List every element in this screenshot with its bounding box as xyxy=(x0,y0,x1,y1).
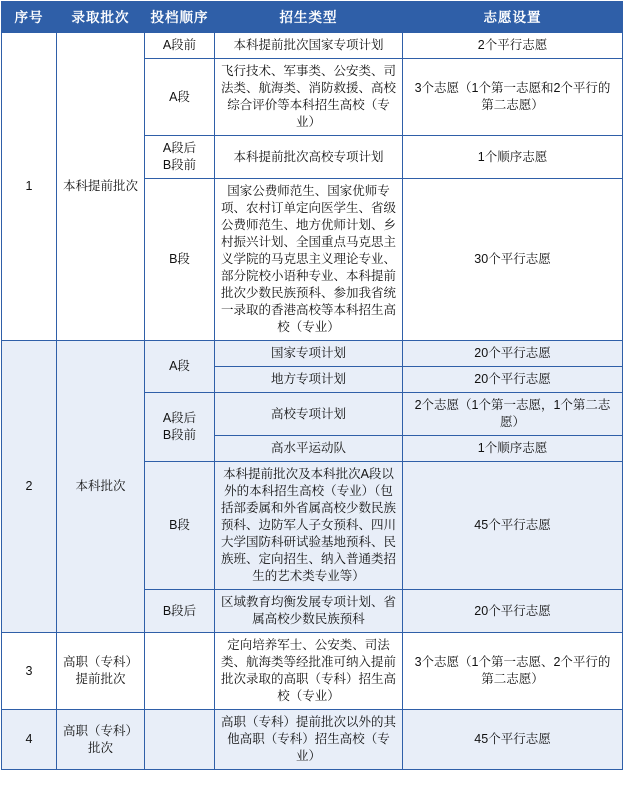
cell-segment: B段 xyxy=(145,462,215,590)
header-seq: 序号 xyxy=(2,2,57,33)
cell-type: 国家公费师范生、国家优师专项、农村订单定向医学生、省级公费师范生、地方优师计划、乡村振兴计划、全国重点马克思主义学院的马克思主义理论专业、部分院校小语种专业、本科提前批次少数民族预科、参加我省统一录取的香港高校等本科招生高校（专业） xyxy=(215,179,403,341)
cell-seq: 3 xyxy=(2,633,57,710)
cell-type: 定向培养军士、公安类、司法类、航海类等经批准可纳入提前批次录取的高职（专科）招生高校（专业） xyxy=(215,633,403,710)
cell-type: 本科提前批次国家专项计划 xyxy=(215,33,403,59)
cell-segment: A段 xyxy=(145,59,215,136)
cell-type: 本科提前批次高校专项计划 xyxy=(215,136,403,179)
cell-wish: 3个志愿（1个第一志愿和2个平行的第二志愿） xyxy=(403,59,623,136)
table-header-row xyxy=(2,2,623,33)
cell-segment: A段后 B段前 xyxy=(145,136,215,179)
table-body xyxy=(2,33,623,770)
cell-batch: 高职（专科）批次 xyxy=(57,710,145,770)
admission-batch-table xyxy=(1,1,623,770)
header-batch: 录取批次 xyxy=(57,2,145,33)
cell-segment: A段前 xyxy=(145,33,215,59)
cell-segment: A段后 B段前 xyxy=(145,393,215,462)
cell-seq: 2 xyxy=(2,341,57,633)
cell-segment xyxy=(145,633,215,710)
table-row xyxy=(2,341,623,367)
cell-type: 高水平运动队 xyxy=(215,436,403,462)
cell-type: 本科提前批次及本科批次A段以外的本科招生高校（专业）（包括部委属和外省属高校少数民族预科、边防军人子女预科、四川大学国防科研试验基地预科、民族班、定向招生、纳入普通类招生的艺术类专业等） xyxy=(215,462,403,590)
cell-batch: 本科批次 xyxy=(57,341,145,633)
cell-wish: 20个平行志愿 xyxy=(403,367,623,393)
cell-wish: 1个顺序志愿 xyxy=(403,436,623,462)
cell-type: 飞行技术、军事类、公安类、司法类、航海类、消防救援、高校综合评价等本科招生高校（专业） xyxy=(215,59,403,136)
cell-seq: 4 xyxy=(2,710,57,770)
cell-type: 高职（专科）提前批次以外的其他高职（专科）招生高校（专业） xyxy=(215,710,403,770)
cell-wish: 20个平行志愿 xyxy=(403,590,623,633)
cell-type: 区域教育均衡发展专项计划、省属高校少数民族预科 xyxy=(215,590,403,633)
cell-wish: 45个平行志愿 xyxy=(403,462,623,590)
cell-wish: 20个平行志愿 xyxy=(403,341,623,367)
cell-segment: B段 xyxy=(145,179,215,341)
header-segment: 投档顺序 xyxy=(145,2,215,33)
table-row xyxy=(2,710,623,770)
table-row xyxy=(2,633,623,710)
cell-wish: 1个顺序志愿 xyxy=(403,136,623,179)
cell-segment xyxy=(145,710,215,770)
cell-wish: 45个平行志愿 xyxy=(403,710,623,770)
header-type: 招生类型 xyxy=(215,2,403,33)
cell-segment: B段后 xyxy=(145,590,215,633)
cell-type: 高校专项计划 xyxy=(215,393,403,436)
table-row xyxy=(2,33,623,59)
cell-batch: 高职（专科）提前批次 xyxy=(57,633,145,710)
cell-type: 国家专项计划 xyxy=(215,341,403,367)
header-wish: 志愿设置 xyxy=(403,2,623,33)
cell-segment: A段 xyxy=(145,341,215,393)
cell-type: 地方专项计划 xyxy=(215,367,403,393)
cell-wish: 3个志愿（1个第一志愿、2个平行的第二志愿） xyxy=(403,633,623,710)
cell-seq: 1 xyxy=(2,33,57,341)
cell-wish: 2个平行志愿 xyxy=(403,33,623,59)
cell-wish: 30个平行志愿 xyxy=(403,179,623,341)
cell-batch: 本科提前批次 xyxy=(57,33,145,341)
cell-wish: 2个志愿（1个第一志愿，1个第二志愿） xyxy=(403,393,623,436)
